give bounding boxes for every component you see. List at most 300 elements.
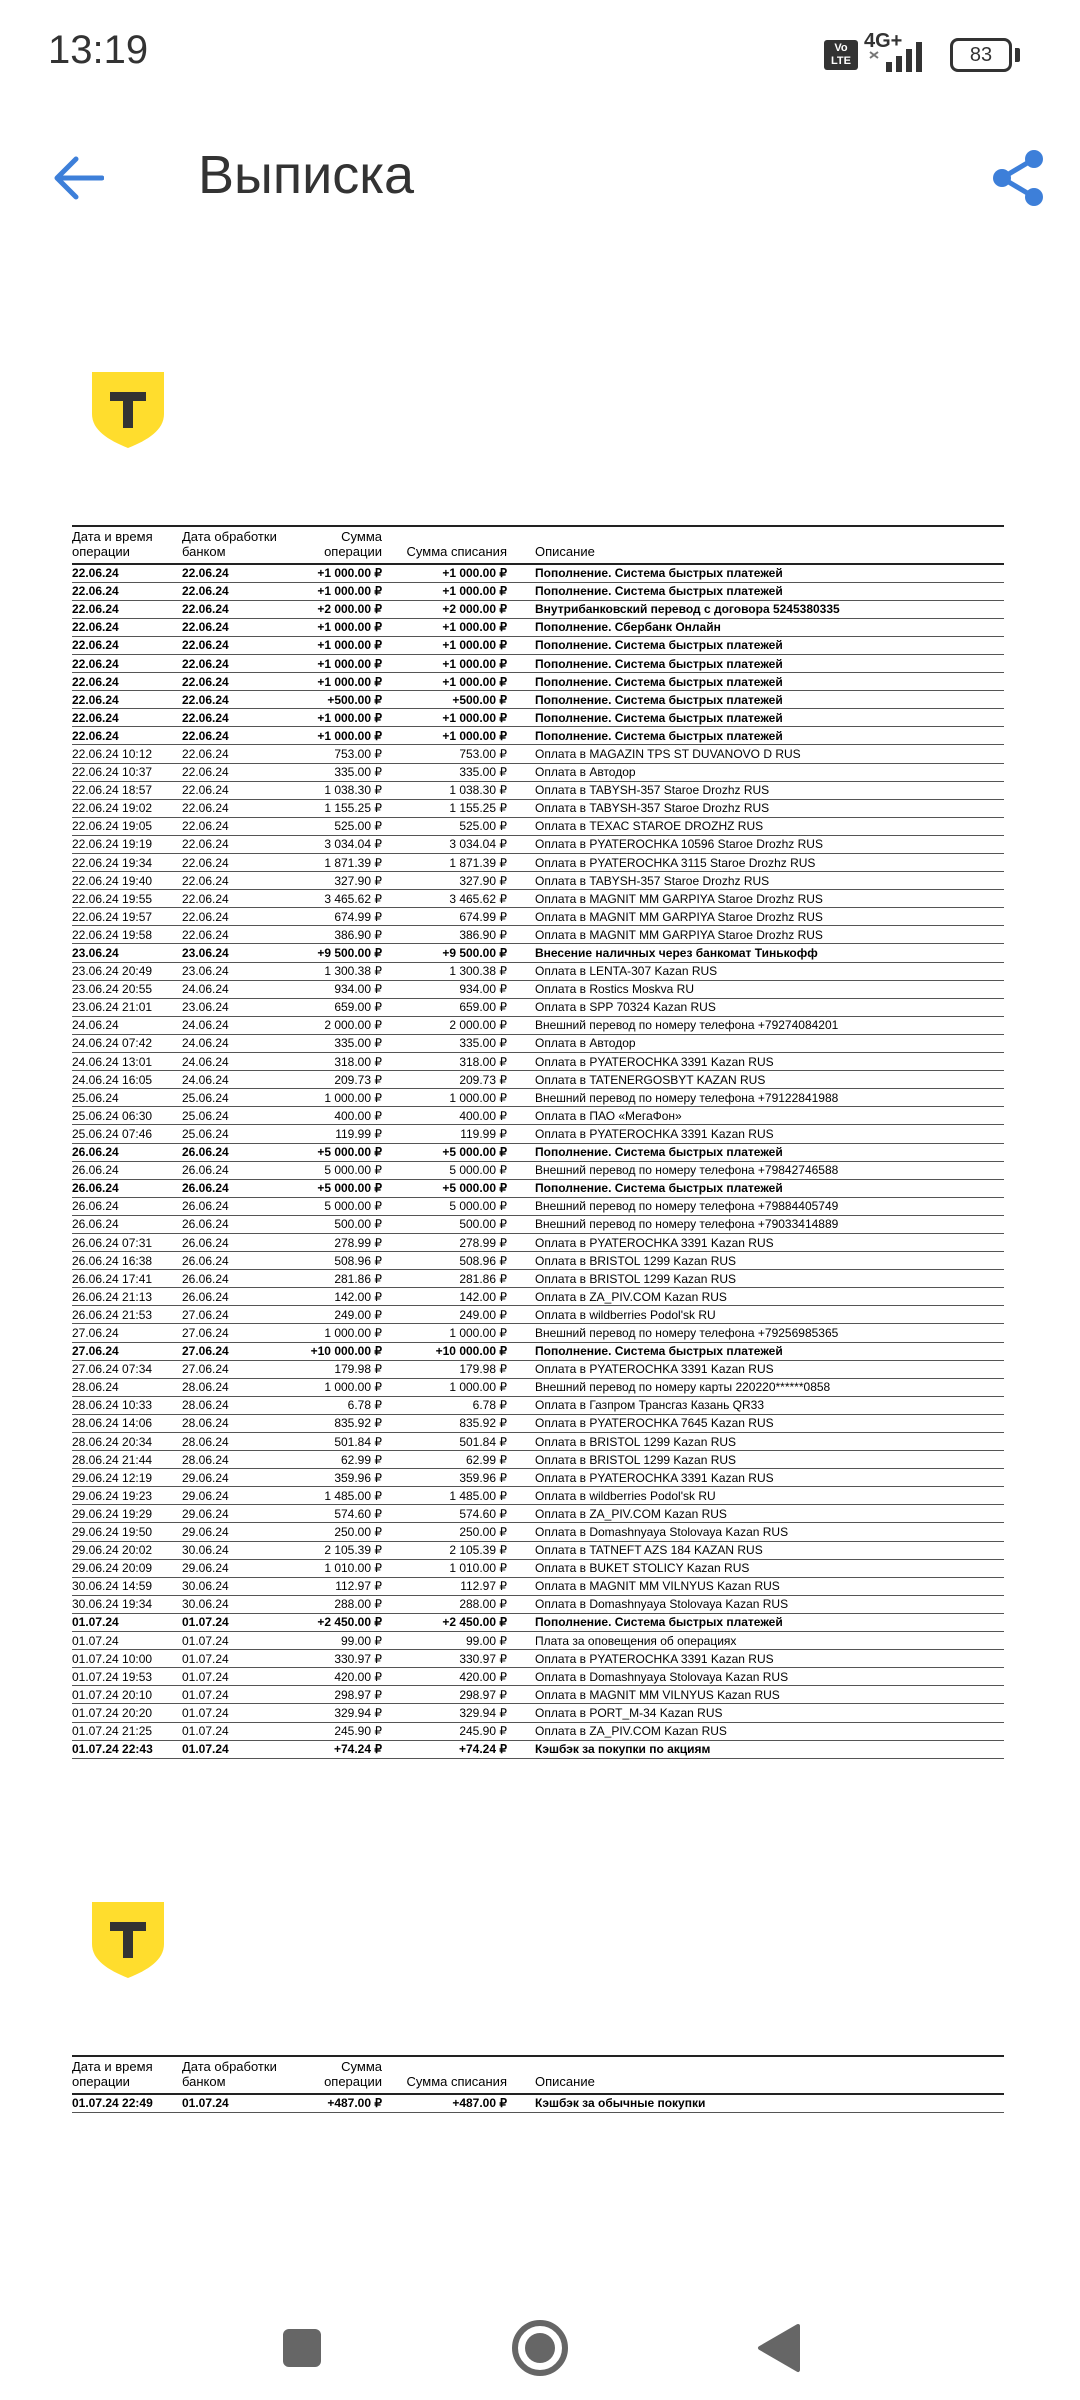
- cell-processed: 22.06.24: [182, 908, 282, 926]
- cell-op-sum: 1 000.00 ₽: [282, 1089, 382, 1107]
- cell-description: Оплата в ZA_PIV.COM Kazan RUS: [507, 1288, 1004, 1306]
- table-row: [72, 962, 1004, 980]
- cell-description: Оплата в MAGNIT MM GARPIYA Staroe Drozhz RUS: [507, 926, 1004, 944]
- cell-date: 30.06.24 14:59: [72, 1577, 182, 1595]
- cell-charge-sum: +10 000.00 ₽: [382, 1342, 507, 1360]
- cell-charge-sum: 2 105.39 ₽: [382, 1541, 507, 1559]
- cell-charge-sum: 501.84 ₽: [382, 1433, 507, 1451]
- cell-description: Оплата в LENTA-307 Kazan RUS: [507, 962, 1004, 980]
- cell-op-sum: +1 000.00 ₽: [282, 582, 382, 600]
- volte-icon: Vo LTE: [824, 40, 858, 70]
- cell-processed: 25.06.24: [182, 1089, 282, 1107]
- cell-op-sum: +1 000.00 ₽: [282, 618, 382, 636]
- table-row: [72, 1505, 1004, 1523]
- cell-description: Оплата в PYATEROCHKA 7645 Kazan RUS: [507, 1414, 1004, 1432]
- table-row: [72, 799, 1004, 817]
- cell-description: Пополнение. Система быстрых платежей: [507, 1143, 1004, 1161]
- cell-processed: 29.06.24: [182, 1487, 282, 1505]
- recents-button[interactable]: [262, 2308, 342, 2388]
- cell-processed: 22.06.24: [182, 709, 282, 727]
- cell-op-sum: 659.00 ₽: [282, 998, 382, 1016]
- cell-date: 28.06.24 21:44: [72, 1451, 182, 1469]
- table-row: [72, 1650, 1004, 1668]
- cell-date: 22.06.24 19:19: [72, 835, 182, 853]
- cell-processed: 24.06.24: [182, 980, 282, 998]
- cell-description: Оплата в ПАО «МегаФон»: [507, 1107, 1004, 1125]
- cell-date: 29.06.24 19:23: [72, 1487, 182, 1505]
- cell-processed: 26.06.24: [182, 1288, 282, 1306]
- cell-charge-sum: +2 450.00 ₽: [382, 1613, 507, 1631]
- cell-description: Внешний перевод по номеру телефона +79122841988: [507, 1089, 1004, 1107]
- cell-op-sum: 62.99 ₽: [282, 1451, 382, 1469]
- cell-date: 26.06.24 16:38: [72, 1252, 182, 1270]
- cell-description: Внешний перевод по номеру телефона +79274084201: [507, 1016, 1004, 1034]
- cell-description: Оплата в BRISTOL 1299 Kazan RUS: [507, 1433, 1004, 1451]
- cell-date: 22.06.24 10:37: [72, 763, 182, 781]
- cell-charge-sum: 500.00 ₽: [382, 1215, 507, 1233]
- cell-op-sum: 501.84 ₽: [282, 1433, 382, 1451]
- cell-processed: 23.06.24: [182, 998, 282, 1016]
- tinkoff-logo: [88, 1900, 168, 1980]
- cell-date: 26.06.24 21:13: [72, 1288, 182, 1306]
- status-time: 13:19: [48, 28, 149, 72]
- cell-processed: 01.07.24: [182, 1740, 282, 1758]
- cell-op-sum: 318.00 ₽: [282, 1053, 382, 1071]
- cell-description: Внутрибанковский перевод с договора 5245380335: [507, 600, 1004, 618]
- cell-description: Внешний перевод по номеру телефона +79033414889: [507, 1215, 1004, 1233]
- cell-op-sum: 119.99 ₽: [282, 1125, 382, 1143]
- cell-description: Оплата в BRISTOL 1299 Kazan RUS: [507, 1252, 1004, 1270]
- cell-charge-sum: 386.90 ₽: [382, 926, 507, 944]
- cell-op-sum: +5 000.00 ₽: [282, 1179, 382, 1197]
- cell-op-sum: +500.00 ₽: [282, 691, 382, 709]
- cell-processed: 22.06.24: [182, 835, 282, 853]
- table-row: [72, 763, 1004, 781]
- header-processed: Дата обработки банком: [182, 526, 282, 564]
- table-row: [72, 1107, 1004, 1125]
- share-button[interactable]: [980, 140, 1056, 216]
- table-row: [72, 1306, 1004, 1324]
- cell-description: Кэшбэк за покупки по акциям: [507, 1740, 1004, 1758]
- cell-date: 29.06.24 12:19: [72, 1469, 182, 1487]
- page-title: Выписка: [198, 145, 415, 205]
- cell-date: 22.06.24: [72, 564, 182, 582]
- statement-page-2: [72, 1900, 1004, 2113]
- cell-op-sum: 1 000.00 ₽: [282, 1324, 382, 1342]
- cell-date: 24.06.24: [72, 1016, 182, 1034]
- cell-processed: 22.06.24: [182, 872, 282, 890]
- cell-charge-sum: 574.60 ₽: [382, 1505, 507, 1523]
- cell-op-sum: 3 465.62 ₽: [282, 890, 382, 908]
- cell-date: 29.06.24 20:02: [72, 1541, 182, 1559]
- cell-op-sum: 335.00 ₽: [282, 1034, 382, 1052]
- cell-processed: 01.07.24: [182, 1668, 282, 1686]
- table-row: [72, 673, 1004, 691]
- cell-op-sum: +1 000.00 ₽: [282, 727, 382, 745]
- cell-charge-sum: 209.73 ₽: [382, 1071, 507, 1089]
- cell-date: 27.06.24: [72, 1324, 182, 1342]
- cell-charge-sum: 400.00 ₽: [382, 1107, 507, 1125]
- cell-description: Пополнение. Система быстрых платежей: [507, 673, 1004, 691]
- table-row: [72, 1143, 1004, 1161]
- cell-date: 29.06.24 20:09: [72, 1559, 182, 1577]
- table-row: [72, 654, 1004, 672]
- cell-date: 22.06.24: [72, 709, 182, 727]
- cell-op-sum: 835.92 ₽: [282, 1414, 382, 1432]
- circle-home-icon: [510, 2318, 570, 2378]
- header-date: Дата и время операции: [72, 526, 182, 564]
- table-row: [72, 1360, 1004, 1378]
- cell-processed: 26.06.24: [182, 1197, 282, 1215]
- cell-charge-sum: 1 000.00 ₽: [382, 1324, 507, 1342]
- table-row: [72, 1270, 1004, 1288]
- cell-date: 01.07.24: [72, 1613, 182, 1631]
- cell-charge-sum: 2 000.00 ₽: [382, 1016, 507, 1034]
- cell-charge-sum: 420.00 ₽: [382, 1668, 507, 1686]
- cell-charge-sum: +1 000.00 ₽: [382, 618, 507, 636]
- table-row: [72, 1252, 1004, 1270]
- cell-description: Пополнение. Система быстрых платежей: [507, 709, 1004, 727]
- cell-processed: 24.06.24: [182, 1053, 282, 1071]
- cell-description: Оплата в wildberries Podol'sk RU: [507, 1487, 1004, 1505]
- cell-description: Оплата в TABYSH-357 Staroe Drozhz RUS: [507, 799, 1004, 817]
- cell-op-sum: 3 034.04 ₽: [282, 835, 382, 853]
- table-row: [72, 1197, 1004, 1215]
- table-row: [72, 636, 1004, 654]
- back-button[interactable]: [40, 140, 116, 216]
- cell-charge-sum: 335.00 ₽: [382, 763, 507, 781]
- cell-description: Пополнение. Система быстрых платежей: [507, 636, 1004, 654]
- cell-processed: 30.06.24: [182, 1577, 282, 1595]
- cell-charge-sum: +1 000.00 ₽: [382, 727, 507, 745]
- cell-processed: 22.06.24: [182, 727, 282, 745]
- table-row: [72, 1089, 1004, 1107]
- cell-op-sum: 330.97 ₽: [282, 1650, 382, 1668]
- header-processed: Дата обработки банком: [182, 2056, 282, 2094]
- cell-description: Внешний перевод по номеру телефона +79842746588: [507, 1161, 1004, 1179]
- cell-op-sum: +2 450.00 ₽: [282, 1613, 382, 1631]
- cell-date: 26.06.24 21:53: [72, 1306, 182, 1324]
- header-description: Описание: [507, 526, 1004, 564]
- cell-charge-sum: 5 000.00 ₽: [382, 1197, 507, 1215]
- cell-date: 26.06.24: [72, 1197, 182, 1215]
- statement-table-2: [72, 2055, 1004, 2113]
- table-row: [72, 944, 1004, 962]
- cell-date: 29.06.24 19:29: [72, 1505, 182, 1523]
- cell-op-sum: +5 000.00 ₽: [282, 1143, 382, 1161]
- table-row: [72, 745, 1004, 763]
- cell-charge-sum: 1 155.25 ₽: [382, 799, 507, 817]
- cell-charge-sum: 288.00 ₽: [382, 1595, 507, 1613]
- table-row: [72, 1433, 1004, 1451]
- cell-description: Оплата в Domashnyaya Stolovaya Kazan RUS: [507, 1668, 1004, 1686]
- cell-charge-sum: +1 000.00 ₽: [382, 564, 507, 582]
- cell-op-sum: 674.99 ₽: [282, 908, 382, 926]
- table-row: [72, 1378, 1004, 1396]
- cell-date: 28.06.24 14:06: [72, 1414, 182, 1432]
- header-op-sum: Сумма операции: [282, 526, 382, 564]
- cell-description: Пополнение. Система быстрых платежей: [507, 654, 1004, 672]
- cell-charge-sum: 1 010.00 ₽: [382, 1559, 507, 1577]
- table-row: [72, 1595, 1004, 1613]
- cell-processed: 24.06.24: [182, 1034, 282, 1052]
- cell-processed: 23.06.24: [182, 962, 282, 980]
- cell-date: 26.06.24 07:31: [72, 1233, 182, 1251]
- cell-op-sum: 1 485.00 ₽: [282, 1487, 382, 1505]
- cell-description: Оплата в PYATEROCHKA 10596 Staroe Drozhz RUS: [507, 835, 1004, 853]
- cell-charge-sum: 250.00 ₽: [382, 1523, 507, 1541]
- cell-processed: 22.06.24: [182, 763, 282, 781]
- cell-processed: 26.06.24: [182, 1270, 282, 1288]
- cell-charge-sum: 1 000.00 ₽: [382, 1089, 507, 1107]
- cell-description: Пополнение. Система быстрых платежей: [507, 582, 1004, 600]
- table-row: [72, 1577, 1004, 1595]
- cell-charge-sum: 835.92 ₽: [382, 1414, 507, 1432]
- cell-date: 24.06.24 16:05: [72, 1071, 182, 1089]
- battery-level: 83: [969, 44, 993, 66]
- header-description: Описание: [507, 2056, 1004, 2094]
- cell-description: Пополнение. Система быстрых платежей: [507, 727, 1004, 745]
- cell-charge-sum: +1 000.00 ₽: [382, 636, 507, 654]
- cell-op-sum: 281.86 ₽: [282, 1270, 382, 1288]
- cell-processed: 29.06.24: [182, 1559, 282, 1577]
- cell-charge-sum: 6.78 ₽: [382, 1396, 507, 1414]
- table-row: [72, 1215, 1004, 1233]
- cell-op-sum: +1 000.00 ₽: [282, 564, 382, 582]
- cell-charge-sum: 179.98 ₽: [382, 1360, 507, 1378]
- cell-op-sum: 2 105.39 ₽: [282, 1541, 382, 1559]
- header-date: Дата и время операции: [72, 2056, 182, 2094]
- cell-op-sum: 5 000.00 ₽: [282, 1161, 382, 1179]
- cell-op-sum: 753.00 ₽: [282, 745, 382, 763]
- cell-op-sum: 249.00 ₽: [282, 1306, 382, 1324]
- cell-charge-sum: 329.94 ₽: [382, 1704, 507, 1722]
- cell-processed: 22.06.24: [182, 564, 282, 582]
- cell-description: Оплата в MAGAZIN TPS ST DUVANOVO D RUS: [507, 745, 1004, 763]
- cell-description: Оплата в PYATEROCHKA 3391 Kazan RUS: [507, 1053, 1004, 1071]
- table-row: [72, 1342, 1004, 1360]
- table-row: [72, 1414, 1004, 1432]
- cell-processed: 22.06.24: [182, 600, 282, 618]
- cell-date: 24.06.24 07:42: [72, 1034, 182, 1052]
- cell-charge-sum: 1 300.38 ₽: [382, 962, 507, 980]
- app-bar: [0, 110, 1080, 240]
- cell-op-sum: 1 000.00 ₽: [282, 1378, 382, 1396]
- table-row: [72, 1686, 1004, 1704]
- cell-date: 22.06.24 19:34: [72, 854, 182, 872]
- table-row: [72, 1179, 1004, 1197]
- table-row: [72, 709, 1004, 727]
- statement-page-1: [72, 370, 1004, 1759]
- cell-op-sum: 400.00 ₽: [282, 1107, 382, 1125]
- cell-charge-sum: 249.00 ₽: [382, 1306, 507, 1324]
- cell-date: 01.07.24 22:49: [72, 2094, 182, 2112]
- table-row: [72, 1016, 1004, 1034]
- cell-op-sum: 359.96 ₽: [282, 1469, 382, 1487]
- table-row: [72, 727, 1004, 745]
- cell-op-sum: 209.73 ₽: [282, 1071, 382, 1089]
- triangle-back-icon: [754, 2322, 802, 2374]
- cell-charge-sum: 3 465.62 ₽: [382, 890, 507, 908]
- cell-charge-sum: 5 000.00 ₽: [382, 1161, 507, 1179]
- cell-op-sum: 1 010.00 ₽: [282, 1559, 382, 1577]
- cell-description: Оплата в PYATEROCHKA 3391 Kazan RUS: [507, 1125, 1004, 1143]
- cell-processed: 23.06.24: [182, 944, 282, 962]
- cell-processed: 24.06.24: [182, 1016, 282, 1034]
- cell-description: Пополнение. Система быстрых платежей: [507, 1179, 1004, 1197]
- cell-date: 30.06.24 19:34: [72, 1595, 182, 1613]
- cell-description: Оплата в TABYSH-357 Staroe Drozhz RUS: [507, 781, 1004, 799]
- statement-table: [72, 525, 1004, 1759]
- cell-op-sum: +487.00 ₽: [282, 2094, 382, 2112]
- cell-processed: 22.06.24: [182, 691, 282, 709]
- cell-date: 29.06.24 19:50: [72, 1523, 182, 1541]
- cell-op-sum: 99.00 ₽: [282, 1632, 382, 1650]
- table-row: [72, 908, 1004, 926]
- cell-charge-sum: 659.00 ₽: [382, 998, 507, 1016]
- cell-charge-sum: +5 000.00 ₽: [382, 1179, 507, 1197]
- header-charge-sum: Сумма списания: [382, 2056, 507, 2094]
- cell-op-sum: 500.00 ₽: [282, 1215, 382, 1233]
- cell-op-sum: +1 000.00 ₽: [282, 673, 382, 691]
- table-row: [72, 1125, 1004, 1143]
- cell-op-sum: 327.90 ₽: [282, 872, 382, 890]
- back-nav-button[interactable]: [738, 2308, 818, 2388]
- cell-charge-sum: 318.00 ₽: [382, 1053, 507, 1071]
- cell-processed: 27.06.24: [182, 1360, 282, 1378]
- cell-date: 25.06.24: [72, 1089, 182, 1107]
- cell-processed: 22.06.24: [182, 854, 282, 872]
- cell-processed: 26.06.24: [182, 1161, 282, 1179]
- cell-description: Оплата в ZA_PIV.COM Kazan RUS: [507, 1505, 1004, 1523]
- header-op-sum: Сумма операции: [282, 2056, 382, 2094]
- cell-description: Внешний перевод по номеру телефона +79256985365: [507, 1324, 1004, 1342]
- cell-charge-sum: 278.99 ₽: [382, 1233, 507, 1251]
- cell-description: Пополнение. Система быстрых платежей: [507, 564, 1004, 582]
- cell-date: 22.06.24: [72, 582, 182, 600]
- table-row: [72, 890, 1004, 908]
- table-row: [72, 1740, 1004, 1758]
- cell-op-sum: 386.90 ₽: [282, 926, 382, 944]
- cell-description: Оплата в PYATEROCHKA 3391 Kazan RUS: [507, 1233, 1004, 1251]
- cell-op-sum: 2 000.00 ₽: [282, 1016, 382, 1034]
- cell-op-sum: 329.94 ₽: [282, 1704, 382, 1722]
- table-row: [72, 1541, 1004, 1559]
- cell-op-sum: 1 300.38 ₽: [282, 962, 382, 980]
- cell-processed: 01.07.24: [182, 1613, 282, 1631]
- cell-date: 22.06.24 19:57: [72, 908, 182, 926]
- cell-op-sum: 1 155.25 ₽: [282, 799, 382, 817]
- cell-date: 22.06.24 18:57: [72, 781, 182, 799]
- cell-date: 22.06.24: [72, 673, 182, 691]
- cell-date: 23.06.24 20:55: [72, 980, 182, 998]
- table-row: [72, 1053, 1004, 1071]
- cell-description: Пополнение. Система быстрых платежей: [507, 1613, 1004, 1631]
- cell-op-sum: 250.00 ₽: [282, 1523, 382, 1541]
- cell-charge-sum: 119.99 ₽: [382, 1125, 507, 1143]
- table-row: [72, 600, 1004, 618]
- cell-processed: 26.06.24: [182, 1252, 282, 1270]
- cell-charge-sum: 112.97 ₽: [382, 1577, 507, 1595]
- cell-date: 22.06.24 19:05: [72, 817, 182, 835]
- table-row: [72, 1722, 1004, 1740]
- table-row: [72, 1487, 1004, 1505]
- table-row: [72, 1632, 1004, 1650]
- cell-op-sum: 420.00 ₽: [282, 1668, 382, 1686]
- cell-charge-sum: 99.00 ₽: [382, 1632, 507, 1650]
- cell-date: 22.06.24: [72, 636, 182, 654]
- cell-processed: 01.07.24: [182, 1650, 282, 1668]
- cell-date: 25.06.24 06:30: [72, 1107, 182, 1125]
- battery-tip: [1015, 48, 1020, 62]
- cell-processed: 01.07.24: [182, 1686, 282, 1704]
- cell-op-sum: +2 000.00 ₽: [282, 600, 382, 618]
- status-bar: [0, 0, 1080, 110]
- cell-description: Пополнение. Система быстрых платежей: [507, 1342, 1004, 1360]
- cell-date: 22.06.24: [72, 618, 182, 636]
- table-row: [72, 1704, 1004, 1722]
- table-row: [72, 1161, 1004, 1179]
- cell-description: Оплата в PYATEROCHKA 3391 Kazan RUS: [507, 1360, 1004, 1378]
- cell-description: Оплата в wildberries Podol'sk RU: [507, 1306, 1004, 1324]
- cell-charge-sum: +500.00 ₽: [382, 691, 507, 709]
- table-row: [72, 1034, 1004, 1052]
- cell-description: Оплата в Domashnyaya Stolovaya Kazan RUS: [507, 1523, 1004, 1541]
- table-row: [72, 618, 1004, 636]
- cell-charge-sum: 359.96 ₽: [382, 1469, 507, 1487]
- table-row: [72, 691, 1004, 709]
- system-nav-bar: [0, 2290, 1080, 2400]
- cell-date: 01.07.24: [72, 1632, 182, 1650]
- table-row: [72, 1668, 1004, 1686]
- cell-description: Оплата в TEXAC STAROE DROZHZ RUS: [507, 817, 1004, 835]
- cell-date: 01.07.24 20:10: [72, 1686, 182, 1704]
- cell-description: Оплата в MAGNIT MM VILNYUS Kazan RUS: [507, 1577, 1004, 1595]
- cell-processed: 01.07.24: [182, 1704, 282, 1722]
- cell-op-sum: +1 000.00 ₽: [282, 709, 382, 727]
- cell-op-sum: 335.00 ₽: [282, 763, 382, 781]
- cell-processed: 30.06.24: [182, 1595, 282, 1613]
- cell-op-sum: 6.78 ₽: [282, 1396, 382, 1414]
- cell-charge-sum: +1 000.00 ₽: [382, 582, 507, 600]
- table-row: [72, 1233, 1004, 1251]
- table-row: [72, 1613, 1004, 1631]
- cell-charge-sum: +5 000.00 ₽: [382, 1143, 507, 1161]
- cell-processed: 22.06.24: [182, 781, 282, 799]
- network-type: 4G+: [864, 30, 903, 52]
- cell-description: Пополнение. Сбербанк Онлайн: [507, 618, 1004, 636]
- cell-processed: 22.06.24: [182, 636, 282, 654]
- cell-processed: 01.07.24: [182, 1632, 282, 1650]
- cell-processed: 22.06.24: [182, 890, 282, 908]
- home-button[interactable]: [500, 2308, 580, 2388]
- cell-processed: 22.06.24: [182, 618, 282, 636]
- cell-date: 25.06.24 07:46: [72, 1125, 182, 1143]
- cell-description: Оплата в TATENERGOSBYT KAZAN RUS: [507, 1071, 1004, 1089]
- table-row: [72, 872, 1004, 890]
- cell-description: Кэшбэк за обычные покупки: [507, 2094, 1004, 2112]
- cell-description: Оплата в ZA_PIV.COM Kazan RUS: [507, 1722, 1004, 1740]
- cell-charge-sum: +1 000.00 ₽: [382, 654, 507, 672]
- cell-date: 27.06.24 07:34: [72, 1360, 182, 1378]
- table-row: [72, 1559, 1004, 1577]
- cell-processed: 28.06.24: [182, 1414, 282, 1432]
- cell-processed: 22.06.24: [182, 654, 282, 672]
- cell-description: Оплата в BUKET STOLICY Kazan RUS: [507, 1559, 1004, 1577]
- cell-date: 22.06.24: [72, 727, 182, 745]
- cell-processed: 25.06.24: [182, 1125, 282, 1143]
- cell-op-sum: 1 038.30 ₽: [282, 781, 382, 799]
